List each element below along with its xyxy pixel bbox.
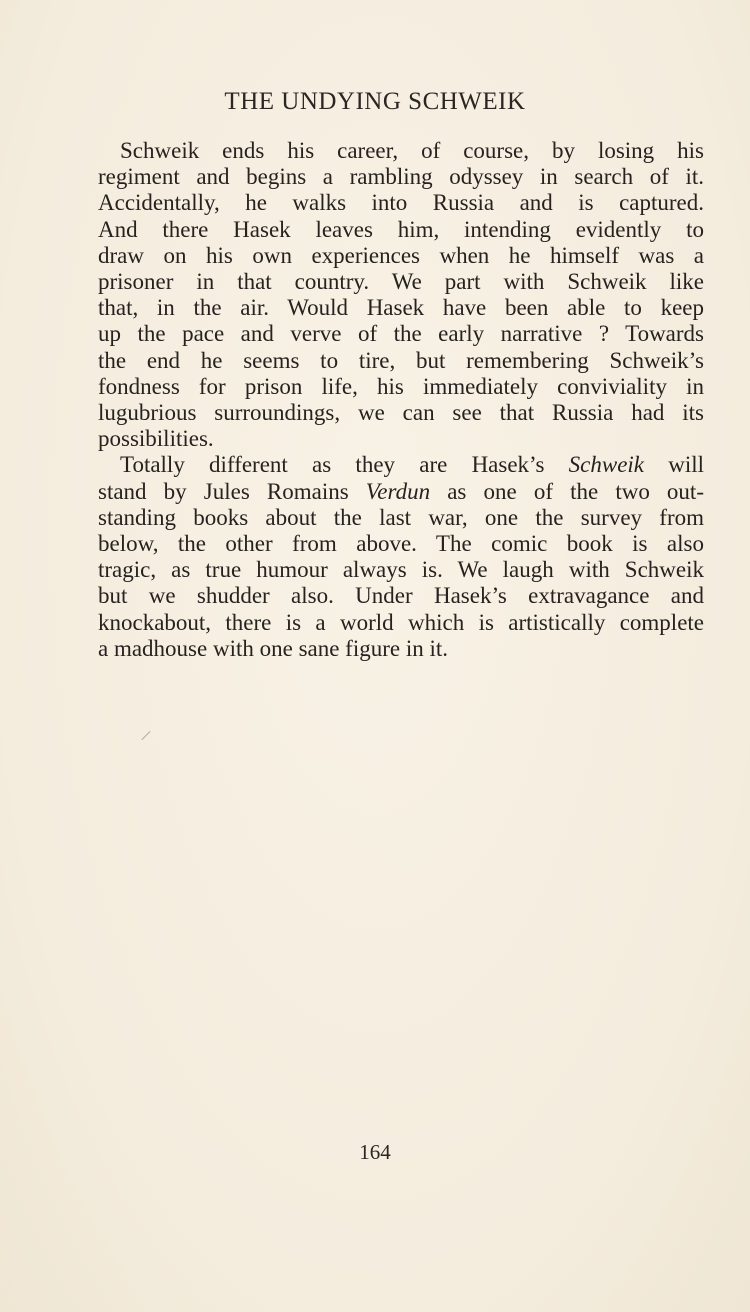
text-line: fondness for prison life, his immediately conviviality in [98, 373, 704, 399]
text-line: but we shudder also. Under Hasek’s extravagance and [98, 583, 704, 609]
paragraph-1 [98, 138, 704, 452]
body-text [98, 138, 704, 662]
text-run: stand by Jules Romains [98, 478, 366, 504]
page-number: 164 [359, 1140, 391, 1164]
text-line: a madhouse with one sane figure in it. [98, 635, 449, 661]
text-line: up the pace and verve of the early narrative ? Towards [98, 321, 704, 347]
paragraph-2 [98, 452, 704, 662]
text-line: Schweik ends his career, of course, by losing his [120, 138, 704, 163]
text-run: Totally different as they are Hasek’s [120, 452, 569, 478]
text-line: draw on his own experiences when he himself was a [98, 242, 704, 268]
text-line: And there Hasek leaves him, intending evidently to [98, 216, 704, 242]
book-title-verdun: Verdun [365, 478, 431, 504]
text-line: knockabout, there is a world which is artistically complete [98, 609, 704, 635]
text-run: will [644, 452, 705, 478]
text-line: standing books about the last war, one the survey from [98, 504, 704, 530]
text-line: that, in the air. Would Hasek have been able to keep [98, 295, 704, 321]
text-line: below, the other from above. The comic book is also [98, 531, 704, 557]
book-title-schweik: Schweik [568, 452, 644, 478]
running-head: THE UNDYING SCHWEIK [224, 88, 526, 115]
text-line [98, 479, 704, 505]
text-line [98, 452, 704, 478]
text-line: lugubrious surroundings, we can see that Russia had its [98, 400, 704, 426]
text-line: Accidentally, he walks into Russia and is captured. [98, 190, 704, 216]
text-line: the end he seems to tire, but remembering Schweik’s [98, 347, 704, 373]
text-run: as one of the two out- [430, 478, 704, 504]
stray-pencil-mark [141, 731, 150, 740]
text-line: possibilities. [98, 426, 214, 452]
text-line: prisoner in that country. We part with Schweik like [98, 269, 704, 295]
text-line: regiment and begins a rambling odyssey in search of it. [98, 164, 704, 190]
text-line: tragic, as true humour always is. We laugh with Schweik [98, 557, 704, 583]
